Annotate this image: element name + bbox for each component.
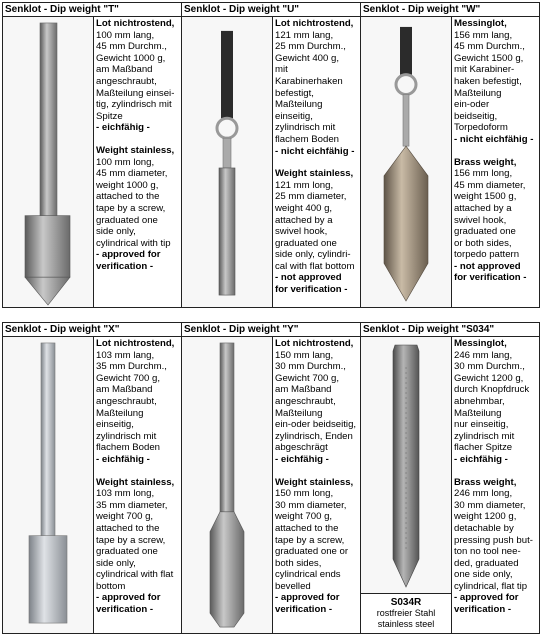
spec-line: flachem Boden xyxy=(275,133,339,145)
spec-line: tig, zylindrisch mit xyxy=(96,99,172,111)
dip-weight-x-image xyxy=(3,337,94,633)
spec-line: side only, xyxy=(96,557,136,569)
spec-line: angeschraubt, xyxy=(96,75,157,87)
spec-heading: Messinglot, xyxy=(454,338,507,349)
spec-line: tape by a screw, xyxy=(275,534,345,546)
spec-line: Maßteilung xyxy=(454,407,502,419)
dip-weight-s034-image xyxy=(361,337,452,633)
spec-line: 150 mm long, xyxy=(275,488,334,500)
spec-line: tape by a screw, xyxy=(96,202,166,214)
spec-heading: - nicht eichfähig - xyxy=(275,145,355,157)
spec-line: Gewicht 1000 g, xyxy=(96,52,166,64)
spec-line: attached by a xyxy=(454,202,512,214)
spec-line: 30 mm diameter, xyxy=(454,499,526,511)
spec-heading: Lot nichtrostend, xyxy=(275,338,354,349)
spec-line: befestigt, xyxy=(275,87,314,99)
s034-caption xyxy=(361,593,451,633)
spec-line: cylindrical ends xyxy=(275,569,341,581)
dip-weight-u-image xyxy=(182,17,273,307)
spec-line: 35 mm diameter, xyxy=(96,499,168,511)
spec-line: 25 mm diameter, xyxy=(275,191,347,203)
spec-heading: verification - xyxy=(454,604,512,616)
spec-line: ded, graduated xyxy=(454,557,519,569)
spec-line: attached to the xyxy=(96,522,160,534)
spec-line: cal with flat bottom xyxy=(275,260,355,272)
spec-line: angeschraubt, xyxy=(96,395,157,407)
product-header: Senklot - Dip weight "Y" xyxy=(182,323,360,337)
spec-line: side only, xyxy=(96,226,136,238)
spec-line: 121 mm long, xyxy=(275,179,334,191)
spec-line: one side only, xyxy=(454,569,513,581)
spec-heading: for verification - xyxy=(275,284,348,296)
spec-heading: Weight stainless, xyxy=(96,144,175,156)
spec-heading: - eichfähig - xyxy=(96,122,150,134)
product-cell-u xyxy=(181,3,360,307)
spec-heading: - approved for xyxy=(96,249,161,261)
spec-line: ton no tool nee- xyxy=(454,546,521,558)
spec-line: ein-oder beidseitig, xyxy=(275,419,357,431)
spec-line: 121 mm lang, xyxy=(275,29,334,41)
spec-line: zylindrisch mit xyxy=(454,430,515,442)
spec-line: graduated one xyxy=(454,226,516,238)
spec-line: tape by a screw, xyxy=(96,534,166,546)
spec-line: beidseitig, xyxy=(454,110,498,122)
spec-line: 30 mm Durchm., xyxy=(454,361,525,373)
spec-line: attached by a xyxy=(275,214,333,226)
spec-line: Gewicht 400 g, xyxy=(275,52,339,64)
spec-line: Gewicht 1200 g, xyxy=(454,372,524,384)
spec-line: Maßteilung xyxy=(96,407,144,419)
spec-line: mit Karabiner- xyxy=(454,64,515,76)
spec-heading: - nicht eichfähig - xyxy=(454,133,534,145)
spec-line: 246 mm lang, xyxy=(454,349,513,361)
product-cell-x xyxy=(3,323,181,633)
caption-line: S034R xyxy=(390,597,422,608)
product-header: Senklot - Dip weight "X" xyxy=(3,323,181,337)
product-cell-w xyxy=(360,3,539,307)
spec-line: flachem Boden xyxy=(96,442,160,454)
spec-line: weight 700 g, xyxy=(275,511,333,523)
spec-line: ein-oder xyxy=(454,99,490,111)
spec-line: mit xyxy=(275,64,288,76)
spec-heading: verification - xyxy=(96,604,154,616)
spec-heading: verification - xyxy=(275,604,333,616)
spec-line: 100 mm lang, xyxy=(96,29,155,41)
spec-heading: Brass weight, xyxy=(454,476,517,488)
spec-line: bottom xyxy=(96,580,126,592)
spec-line: Maßteilung xyxy=(275,407,323,419)
spec-heading: - approved for xyxy=(275,592,340,604)
spec-line: weight 1200 g, xyxy=(454,511,517,523)
spec-line: pressing push but- xyxy=(454,534,533,546)
spec-heading: Messinglot, xyxy=(454,18,507,29)
product-header: Senklot - Dip weight "U" xyxy=(182,3,360,17)
spec-line: 30 mm Durchm., xyxy=(275,361,346,373)
spec-line: 103 mm lang, xyxy=(96,349,155,361)
spec-line: 103 mm long, xyxy=(96,488,155,500)
spec-line: 246 mm long, xyxy=(454,488,513,500)
spec-line: am Maßband xyxy=(275,384,332,396)
spec-heading: - approved for xyxy=(96,592,161,604)
spec-line: weight 700 g, xyxy=(96,511,154,523)
product-cell-y xyxy=(181,323,360,633)
spec-line: Gewicht 700 g, xyxy=(275,372,339,384)
spec-line: Maßteilung xyxy=(275,99,323,111)
spec-line: graduated one xyxy=(275,237,337,249)
spec-line: Karabinerhaken xyxy=(275,75,343,87)
spec-line: weight 1000 g, xyxy=(96,179,159,191)
spec-line: detachable by xyxy=(454,522,514,534)
spec-line: attached to the xyxy=(96,191,160,203)
product-cell-s034 xyxy=(360,323,539,633)
spec-line: swivel hook, xyxy=(275,226,328,238)
spec-line: 35 mm Durchm., xyxy=(96,361,167,373)
spec-line: weight 1500 g, xyxy=(454,191,517,203)
product-header: Senklot - Dip weight "T" xyxy=(3,3,181,17)
spec-line: zylindrisch mit xyxy=(96,430,157,442)
spec-heading: Lot nichtrostend, xyxy=(96,338,175,349)
top-product-row xyxy=(2,2,540,308)
bottom-product-row xyxy=(2,322,540,634)
spec-line: angeschraubt, xyxy=(275,395,336,407)
spec-line: 45 mm diameter, xyxy=(96,168,168,180)
spec-line: weight 400 g, xyxy=(275,202,333,214)
spec-heading: - eichfähig - xyxy=(275,453,329,465)
spec-line: 25 mm Durchm., xyxy=(275,41,346,53)
product-header: Senklot - Dip weight "W" xyxy=(361,3,539,17)
spec-line: abgeschrägt xyxy=(275,442,328,454)
spec-line: graduated one or xyxy=(275,546,349,558)
spec-heading: - not approved xyxy=(275,272,342,284)
spec-line: abnehmbar, xyxy=(454,395,505,407)
spec-line: cylindrical with tip xyxy=(96,237,171,249)
caption-line: stainless steel xyxy=(377,619,435,629)
spec-line: am Maßband xyxy=(96,64,153,76)
product-cell-t xyxy=(3,3,181,307)
spec-line: graduated one xyxy=(96,546,158,558)
spec-line: 100 mm long, xyxy=(96,156,155,168)
spec-line: 30 mm diameter, xyxy=(275,499,347,511)
spec-line: 156 mm lang, xyxy=(454,29,513,41)
spec-line: or both sides, xyxy=(454,237,512,249)
dip-weight-w-image xyxy=(361,17,452,307)
spec-line: flacher Spitze xyxy=(454,442,513,454)
spec-line: einseitig, xyxy=(96,419,134,431)
spec-line: zylindrisch, Enden xyxy=(275,430,353,442)
spec-line: Torpedoform xyxy=(454,122,508,134)
spec-line: 45 mm Durchm., xyxy=(454,41,525,53)
spec-line: durch Knopfdruck xyxy=(454,384,530,396)
spec-heading: Lot nichtrostend, xyxy=(275,18,354,29)
spec-line: torpedo pattern xyxy=(454,249,520,261)
spec-line: 45 mm Durchm., xyxy=(96,41,167,53)
spec-line: Maßteilung xyxy=(454,87,502,99)
spec-heading: - not approved xyxy=(454,260,521,272)
spec-heading: Brass weight, xyxy=(454,156,517,168)
spec-heading: Weight stainless, xyxy=(96,476,175,488)
spec-heading: - approved for xyxy=(454,592,519,604)
spec-heading: - eichfähig - xyxy=(454,453,508,465)
caption-line: rostfreier Stahl xyxy=(376,608,436,618)
spec-line: swivel hook, xyxy=(454,214,507,226)
spec-line: 156 mm long, xyxy=(454,168,513,180)
spec-line: haken befestigt, xyxy=(454,75,522,87)
spec-line: Gewicht 700 g, xyxy=(96,372,160,384)
spec-line: Spitze xyxy=(96,110,123,122)
spec-heading: Weight stainless, xyxy=(275,476,354,488)
spec-line: attached to the xyxy=(275,522,339,534)
spec-line: 150 mm lang, xyxy=(275,349,334,361)
dip-weight-y-image xyxy=(182,337,273,633)
spec-line: nur einseitig, xyxy=(454,419,509,431)
spec-heading: - eichfähig - xyxy=(96,453,150,465)
dip-weight-t-image xyxy=(3,17,94,307)
spec-line: cylindrical, flat tip xyxy=(454,580,528,592)
product-header: Senklot - Dip weight "S034" xyxy=(361,323,539,337)
spec-heading: Weight stainless, xyxy=(275,168,354,180)
spec-line: bevelled xyxy=(275,580,311,592)
spec-heading: verification - xyxy=(96,260,154,272)
spec-line: both sides, xyxy=(275,557,322,569)
spec-line: Maßteilung einsei- xyxy=(96,87,175,99)
spec-line: side only, cylindri- xyxy=(275,249,351,261)
spec-line: am Maßband xyxy=(96,384,153,396)
spec-heading: Lot nichtrostend, xyxy=(96,18,175,29)
spec-heading: for verification - xyxy=(454,272,527,284)
spec-line: cylindrical with flat xyxy=(96,569,174,581)
spec-line: 45 mm diameter, xyxy=(454,179,526,191)
spec-line: Gewicht 1500 g, xyxy=(454,52,524,64)
spec-line: graduated one xyxy=(96,214,158,226)
spec-line: zylindrisch mit xyxy=(275,122,336,134)
spec-line: einseitig, xyxy=(275,110,313,122)
